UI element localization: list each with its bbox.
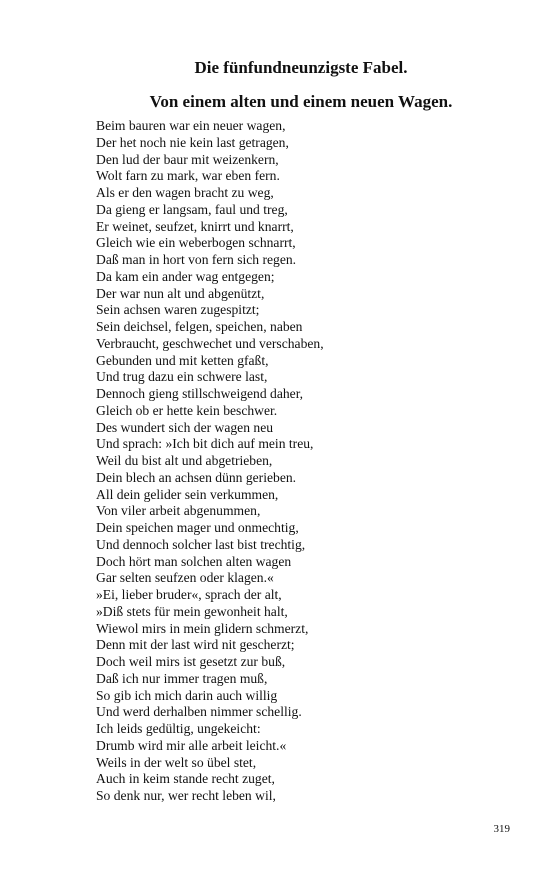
poem-line: Da gieng er langsam, faul und treg,	[96, 201, 288, 217]
poem-line: Sein deichsel, felgen, speichen, naben	[96, 319, 303, 334]
poem-line: Der het noch nie kein last getragen,	[96, 134, 289, 150]
poem-line: Gleich ob er hette kein beschwer.	[96, 402, 278, 418]
poem-line: Sein achsen waren zugespitzt;	[96, 302, 260, 318]
poem-line: Verbraucht, geschwechet und verschaben,	[96, 335, 324, 351]
page-number: 319	[493, 823, 510, 835]
poem-line: Ich leids gedültig, ungekeicht:	[96, 721, 261, 736]
poem-line: Denn mit der last wird nit gescherzt;	[96, 637, 295, 653]
poem-line: Beim bauren war ein neuer wagen,	[96, 118, 286, 133]
poem-line: Dein blech an achsen dünn gerieben.	[96, 469, 297, 485]
poem-line: »Diß stets für mein gewonheit halt,	[96, 603, 288, 619]
poem-line: All dein gelider sein verkummen,	[96, 486, 279, 502]
poem-line: Und werd derhalben nimmer schellig.	[96, 704, 302, 720]
page-title: Die fünfundneunzigste Fabel.	[194, 58, 408, 77]
poem-line: Daß ich nur immer tragen muß,	[96, 670, 268, 686]
poem-line: Dennoch gieng stillschweigend daher,	[96, 386, 304, 401]
poem-line: Wolt farn zu mark, war eben fern.	[96, 168, 280, 184]
poem-line: Dein speichen mager und onmechtig,	[96, 520, 299, 535]
poem-line: Daß man in hort von fern sich regen.	[96, 252, 297, 267]
poem-line: So gib ich mich darin auch willig	[96, 687, 278, 703]
poem-line: So denk nur, wer recht leben wil,	[96, 788, 276, 803]
page-subtitle: Von einem alten und einem neuen Wagen.	[149, 92, 453, 111]
poem-line: Der war nun alt und abgenützt,	[96, 285, 265, 301]
poem-line: Er weinet, seufzet, knirrt und knarrt,	[96, 218, 294, 234]
poem-line: Weil du bist alt und abgetrieben,	[96, 453, 273, 468]
poem-line: Von viler arbeit abgenummen,	[96, 503, 261, 519]
poem-line: Gar selten seufzen oder klagen.«	[96, 570, 274, 586]
poem-line: Und dennoch solcher last bist trechtig,	[96, 536, 306, 552]
poem-line: Drumb wird mir alle arbeit leicht.«	[96, 737, 287, 753]
poem-line: Doch weil mirs ist gesetzt zur buß,	[96, 654, 286, 669]
poem-line: Auch in keim stande recht zuget,	[96, 771, 275, 787]
poem-line: Des wundert sich der wagen neu	[96, 419, 274, 435]
poem-line: Den lud der baur mit weizenkern,	[96, 151, 279, 167]
poem-line: Weils in der welt so übel stet,	[96, 754, 257, 770]
poem-text	[96, 118, 324, 805]
poem-line: Da kam ein ander wag entgegen;	[96, 268, 275, 284]
poem-line: Doch hört man solchen alten wagen	[96, 553, 292, 569]
poem-line: Gleich wie ein weberbogen schnarrt,	[96, 235, 296, 251]
poem-line: Als er den wagen bracht zu weg,	[96, 185, 274, 200]
poem-line: Und trug dazu ein schwere last,	[96, 369, 268, 385]
poem-line: »Ei, lieber bruder«, sprach der alt,	[96, 587, 282, 602]
poem-line: Gebunden und mit ketten gfaßt,	[96, 352, 269, 368]
poem-line: Und sprach: »Ich bit dich auf mein treu,	[96, 436, 314, 452]
poem-line: Wiewol mirs in mein glidern schmerzt,	[96, 620, 309, 636]
